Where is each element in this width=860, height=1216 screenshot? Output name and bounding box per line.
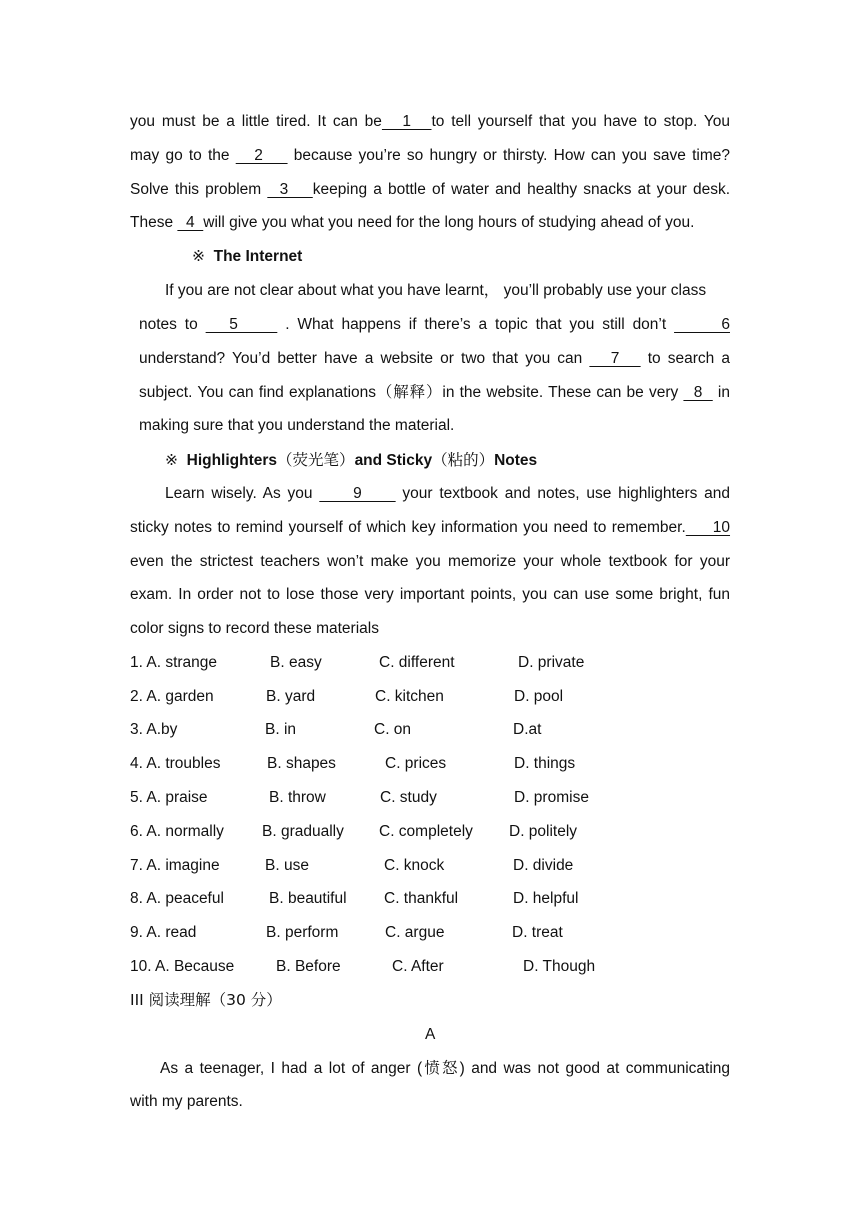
q6-option-b: B. gradually — [262, 823, 344, 840]
blank-10: 10 — [685, 519, 731, 536]
q10-option-a: 10. A. Because — [130, 958, 235, 975]
q4-option-b: B. shapes — [267, 755, 336, 772]
q5-option-d: D. promise — [514, 789, 589, 806]
q3-option-a: 3. A.by — [130, 721, 178, 738]
blank-2: 2 — [235, 147, 288, 164]
q10-option-c: C. After — [392, 958, 444, 975]
q3-option-c: C. on — [374, 721, 412, 738]
q1-option-a: 1. A. strange — [130, 654, 218, 671]
section-title-reading: III 阅读理解（30 分） — [130, 991, 282, 1009]
passage2-line1: If you are not clear about what you have learnt， you’ll probably use your class — [165, 282, 707, 299]
blank-4: 4 — [177, 214, 204, 231]
passage3-line2: sticky notes to remind yourself of which key information you need to remember. 10 — [130, 519, 731, 536]
q9-option-b: B. perform — [266, 924, 339, 941]
passage3-line3: even the strictest teachers won’t make you memorize your whole textbook for your — [130, 553, 730, 570]
q1-option-b: B. easy — [270, 654, 322, 671]
q2-option-d: D. pool — [514, 688, 564, 705]
blank-3: 3 — [267, 181, 313, 198]
passage1-line4: These 4 will give you what you need for the long hours of studying ahead of you. — [130, 214, 695, 231]
passage2-line2: notes to 5 . What happens if there’s a topic that you still don’t 6 — [139, 316, 730, 333]
q7-option-a: 7. A. imagine — [130, 857, 220, 874]
q9-option-c: C. argue — [385, 924, 445, 941]
passage3-line5: color signs to record these materials — [130, 620, 379, 637]
blank-7: 7 — [589, 350, 641, 367]
passage-label-a: A — [425, 1026, 436, 1043]
passage2-line5: making sure that you understand the material. — [139, 417, 455, 434]
q5-option-b: B. throw — [269, 789, 326, 806]
passage1-line2: may go to the 2 because you’re so hungry or thirsty. How can you save time? — [130, 147, 730, 164]
passage3-line1: Learn wisely. As you 9 your textbook and notes, use highlighters and — [165, 485, 730, 502]
passageA-line2: with my parents. — [130, 1093, 243, 1110]
q10-option-b: B. Before — [276, 958, 341, 975]
q7-option-c: C. knock — [384, 857, 445, 874]
q1-option-d: D. private — [518, 654, 585, 671]
q4-option-d: D. things — [514, 755, 576, 772]
reference-mark: ※ — [165, 452, 178, 469]
heading-internet: ※ The Internet — [192, 248, 303, 265]
q6-option-c: C. completely — [379, 823, 473, 840]
q3-option-d: D.at — [513, 721, 542, 738]
q3-option-b: B. in — [265, 721, 297, 738]
q5-option-c: C. study — [380, 789, 437, 806]
reference-mark: ※ — [192, 248, 205, 265]
q1-option-c: C. different — [379, 654, 455, 671]
q9-option-a: 9. A. read — [130, 924, 197, 941]
q10-option-d: D. Though — [523, 958, 596, 975]
blank-9: 9 — [319, 485, 396, 502]
q2-option-a: 2. A. garden — [130, 688, 214, 705]
passage1-line1: you must be a little tired. It can be 1 to tell yourself that you have to stop. You — [130, 113, 730, 130]
q6-option-a: 6. A. normally — [130, 823, 224, 840]
q2-option-c: C. kitchen — [375, 688, 444, 705]
heading-highlighters: ※ Highlighters（荧光笔）and Sticky（粘的）Notes — [165, 451, 538, 469]
q5-option-a: 5. A. praise — [130, 789, 208, 806]
q4-option-a: 4. A. troubles — [130, 755, 221, 772]
q8-option-d: D. helpful — [513, 890, 579, 907]
blank-8: 8 — [683, 384, 713, 401]
q4-option-c: C. prices — [385, 755, 447, 772]
q7-option-d: D. divide — [513, 857, 574, 874]
q8-option-a: 8. A. peaceful — [130, 890, 224, 907]
q6-option-d: D. politely — [509, 823, 578, 840]
blank-6: 6 — [674, 316, 730, 333]
passage1-line3: Solve this problem 3 keeping a bottle of water and healthy snacks at your desk. — [130, 181, 731, 198]
passage2-line3: understand? You’d better have a website or two that you can 7 to search a — [139, 350, 730, 367]
q7-option-b: B. use — [265, 857, 309, 874]
blank-5: 5 — [205, 316, 278, 333]
passageA-line1: As a teenager, I had a lot of anger (愤怒) and was not good at communicating — [160, 1059, 730, 1077]
q8-option-c: C. thankful — [384, 890, 459, 907]
q2-option-b: B. yard — [266, 688, 316, 705]
blank-1: 1 — [381, 113, 432, 130]
passage3-line4: exam. In order not to lose those very important points, you can use some bright, fun — [130, 586, 730, 603]
q9-option-d: D. treat — [512, 924, 563, 941]
q8-option-b: B. beautiful — [269, 890, 347, 907]
passage2-line4: subject. You can find explanations（解释）in the website. These can be very 8 in — [139, 383, 730, 401]
